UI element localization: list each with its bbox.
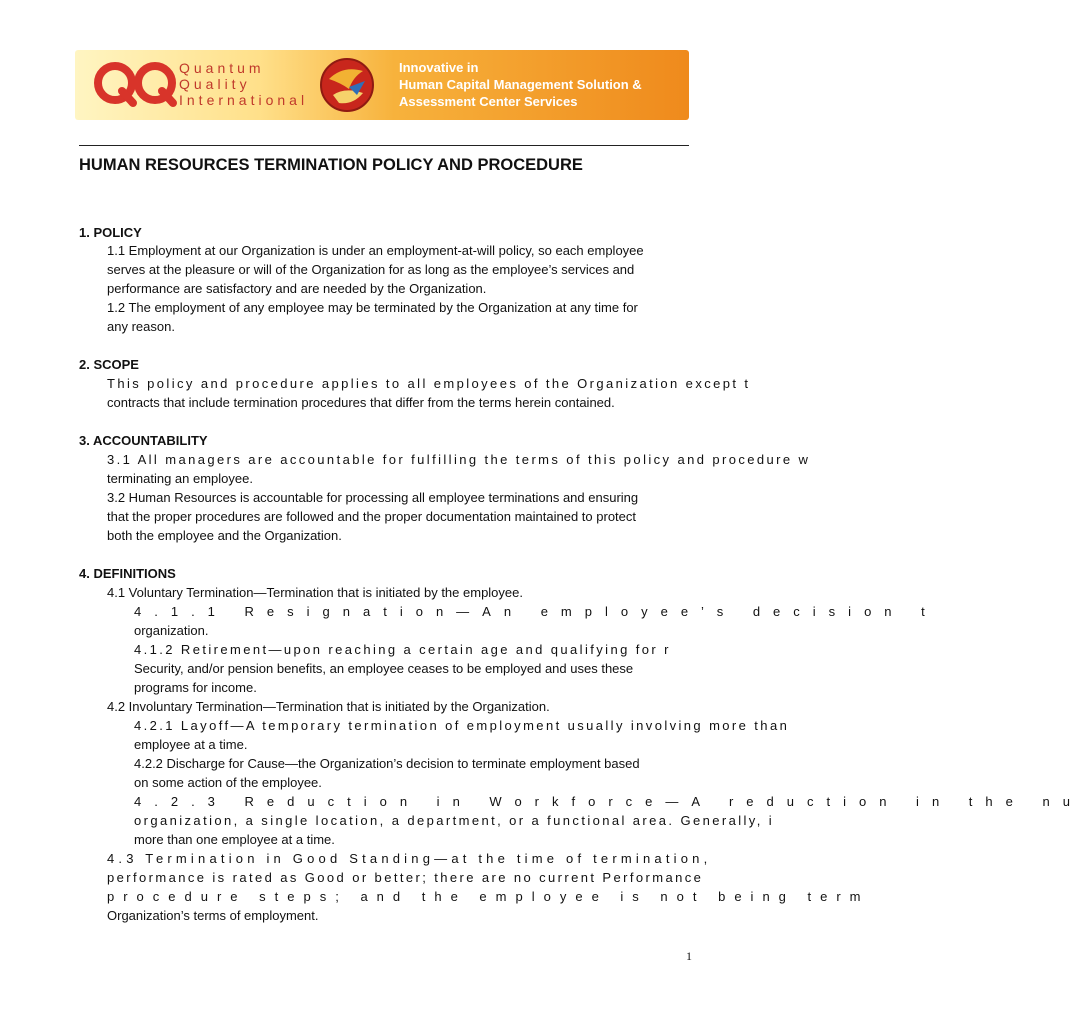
- body-line: 3.2 Human Resources is accountable for processing all employee terminations and ensuring: [107, 490, 639, 505]
- body-line: 4.3 Termination in Good Standing—at the time of termination,: [107, 851, 712, 866]
- section-heading: 1. POLICY: [79, 225, 142, 240]
- tagline-line: Human Capital Management Solution &: [399, 77, 642, 92]
- body-line: terminating an employee.: [107, 471, 253, 486]
- body-line: organization.: [134, 623, 209, 638]
- body-line: performance are satisfactory and are needed by the Organization.: [107, 281, 487, 296]
- body-line: 4.2.2 Discharge for Cause—the Organization’s decision to terminate employment based: [134, 756, 640, 771]
- body-line: contracts that include termination procedures that differ from the terms herein contained.: [107, 395, 615, 410]
- body-line: that the proper procedures are followed and the proper documentation maintained to protect: [107, 509, 637, 524]
- body-line: serves at the pleasure or will of the Organization for as long as the employee’s services and: [107, 262, 635, 277]
- section-heading: 4. DEFINITIONS: [79, 566, 176, 581]
- page-number: 1: [686, 949, 692, 963]
- body-line: Organization’s terms of employment.: [107, 908, 319, 923]
- body-line: This policy and procedure applies to all employees of the Organization except t: [107, 376, 751, 391]
- body-line: programs for income.: [134, 680, 257, 695]
- body-line: 4.1.1 Resignation—An employee’s decision t: [134, 604, 938, 619]
- body-line: 1.1 Employment at our Organization is under an employment-at-will policy, so each employee: [107, 243, 644, 258]
- body-line: procedure steps; and the employee is not being term: [107, 889, 870, 904]
- body-line: organization, a single location, a department, or a functional area. Generally, i: [134, 813, 775, 828]
- tagline-line: Innovative in: [399, 60, 479, 75]
- body-line: on some action of the employee.: [134, 775, 322, 790]
- brand-line: Quantum: [179, 60, 265, 76]
- body-line: 3.1 All managers are accountable for fulfilling the terms of this policy and procedure w: [107, 452, 811, 467]
- qq-logo: [93, 58, 183, 110]
- body-line: 4.1 Voluntary Termination—Termination that is initiated by the employee.: [107, 585, 523, 600]
- brand-line: International: [179, 92, 309, 108]
- brand-line: Quality: [179, 76, 251, 92]
- body-line: more than one employee at a time.: [134, 832, 335, 847]
- globe-emblem-icon: [319, 57, 375, 113]
- tagline: [399, 59, 642, 110]
- brand-name: [179, 60, 308, 108]
- body-line: any reason.: [107, 319, 175, 334]
- body-line: 1.2 The employment of any employee may be terminated by the Organization at any time for: [107, 300, 638, 315]
- body-line: 4.2 Involuntary Termination—Termination that is initiated by the Organization.: [107, 699, 550, 714]
- body-line: 4.1.2 Retirement—upon reaching a certain age and qualifying for r: [134, 642, 671, 657]
- header-rule: [79, 145, 689, 146]
- body-line: employee at a time.: [134, 737, 248, 752]
- body-line: performance is rated as Good or better; there are no current Performance: [107, 870, 704, 885]
- body-line: Security, and/or pension benefits, an employee ceases to be employed and uses these: [134, 661, 634, 676]
- document-title: HUMAN RESOURCES TERMINATION POLICY AND PROCEDURE: [79, 156, 583, 174]
- section-heading: 3. ACCOUNTABILITY: [79, 433, 208, 448]
- body-line: 4.2.1 Layoff—A temporary termination of employment usually involving more than: [134, 718, 790, 733]
- header-banner: [75, 50, 689, 120]
- body-line: 4.2.3 Reduction in Workforce—A reduction in the nu: [134, 794, 1083, 809]
- body-line: both the employee and the Organization.: [107, 528, 342, 543]
- tagline-line: Assessment Center Services: [399, 94, 578, 109]
- section-heading: 2. SCOPE: [79, 357, 139, 372]
